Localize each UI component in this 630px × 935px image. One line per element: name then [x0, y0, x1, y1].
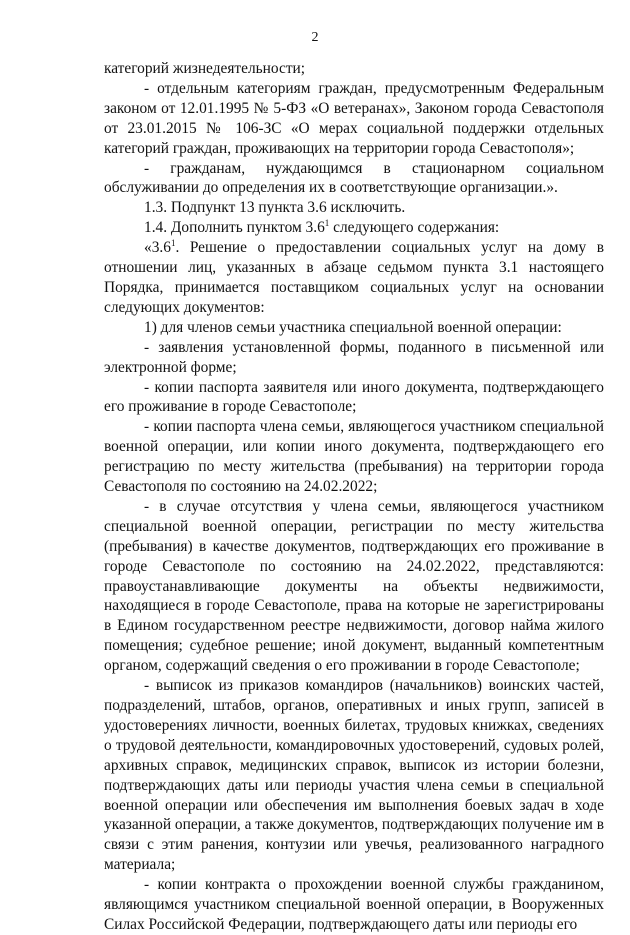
paragraph: - копии паспорта заявителя или иного документа, подтверждающего его проживание в городе Севастополе; [104, 378, 604, 416]
paragraph-text: «3.6 [144, 239, 171, 257]
superscript: 1 [324, 218, 330, 229]
superscript: 1 [170, 238, 176, 249]
page-number: 2 [311, 30, 319, 45]
paragraph: категорий жизнедеятельности; [104, 60, 306, 77]
paragraph: - гражданам, нуждающимся в стационарном социальном обслуживании до определения их в соответствующие организации.». [104, 159, 604, 197]
document-body [104, 59, 604, 935]
paragraph: - копии паспорта члена семьи, являющегося участником специальной военной операции, или копии иного документа, подтверждающего его регистрацию по месту жительства (пребывания) на территории города Севастополя по состоянию на 24.02.2022; [104, 418, 604, 496]
paragraph: - отдельным категориям граждан, предусмотренным Федеральным законом от 12.01.1995 № 5-ФЗ «О ветеранах», Законом города Севастополя от 23.01.2015 № 106-ЗС «О мерах социальной поддержки отдельных категорий граждан, проживающих на территории города Севастополя»; [104, 79, 604, 157]
paragraph: - заявления установленной формы, поданного в письменной или электронной форме; [104, 338, 604, 376]
paragraph [104, 218, 604, 238]
paragraph [104, 238, 604, 318]
paragraph: - копии контракта о прохождении военной службы гражданином, являющимся участником специальной военной операции, в Вооруженных Силах Российской Федерации, подтверждающего даты или периоды его [104, 876, 604, 933]
paragraph: - в случае отсутствия у члена семьи, являющегося участником специальной военной операции, регистрации по месту жительства (пребывания) в качестве документов, подтверждающих его проживание в городе Севастополе по состоянию на 24.02.2022, представляются: правоустанавливающие документы на объекты недвижимости, находящиеся в городе Севастополе, права на которые не зарегистрированы в Едином государственном реестре недвижимости, договор найма жилого помещения; судебное решение; иной документ, выданный компетентным органом, содержащий сведения о его проживании в городе Севастополе; [104, 497, 604, 675]
paragraph: 1.3. Подпункт 13 пункта 3.6 исключить. [144, 199, 406, 217]
paragraph-text: 1.4. Дополнить пунктом 3.6 [144, 219, 325, 237]
paragraph-text: . Решение о предоставлении социальных услуг на дому в отношении лиц, указанных в абзаце седьмом пункта 3.1 настоящего Порядка, принимается поставщиком социальных услуг на основании следующих документов: [104, 239, 604, 316]
paragraph: 1) для членов семьи участника специальной военной операции: [144, 318, 562, 336]
paragraph-text: следующего содержания: [329, 219, 500, 237]
paragraph: - выписок из приказов командиров (начальников) воинских частей, подразделений, штабов, органов, оперативных и иных групп, записей в удостоверениях личности, военных билетах, трудовых книжках, сведениях о трудовой деятельности, командировочных удостоверений, судовых ролей, архивных справок, медицинских справок, выписок из истории болезни, подтверждающих даты или периоды участия члена семьи в специальной военной операции или обеспечения им выполнения боевых задач в ходе указанной операции, а также документов, подтверждающих получение им в связи с этим ранения, контузии или увечья, реализованного наградного материала; [104, 677, 604, 874]
